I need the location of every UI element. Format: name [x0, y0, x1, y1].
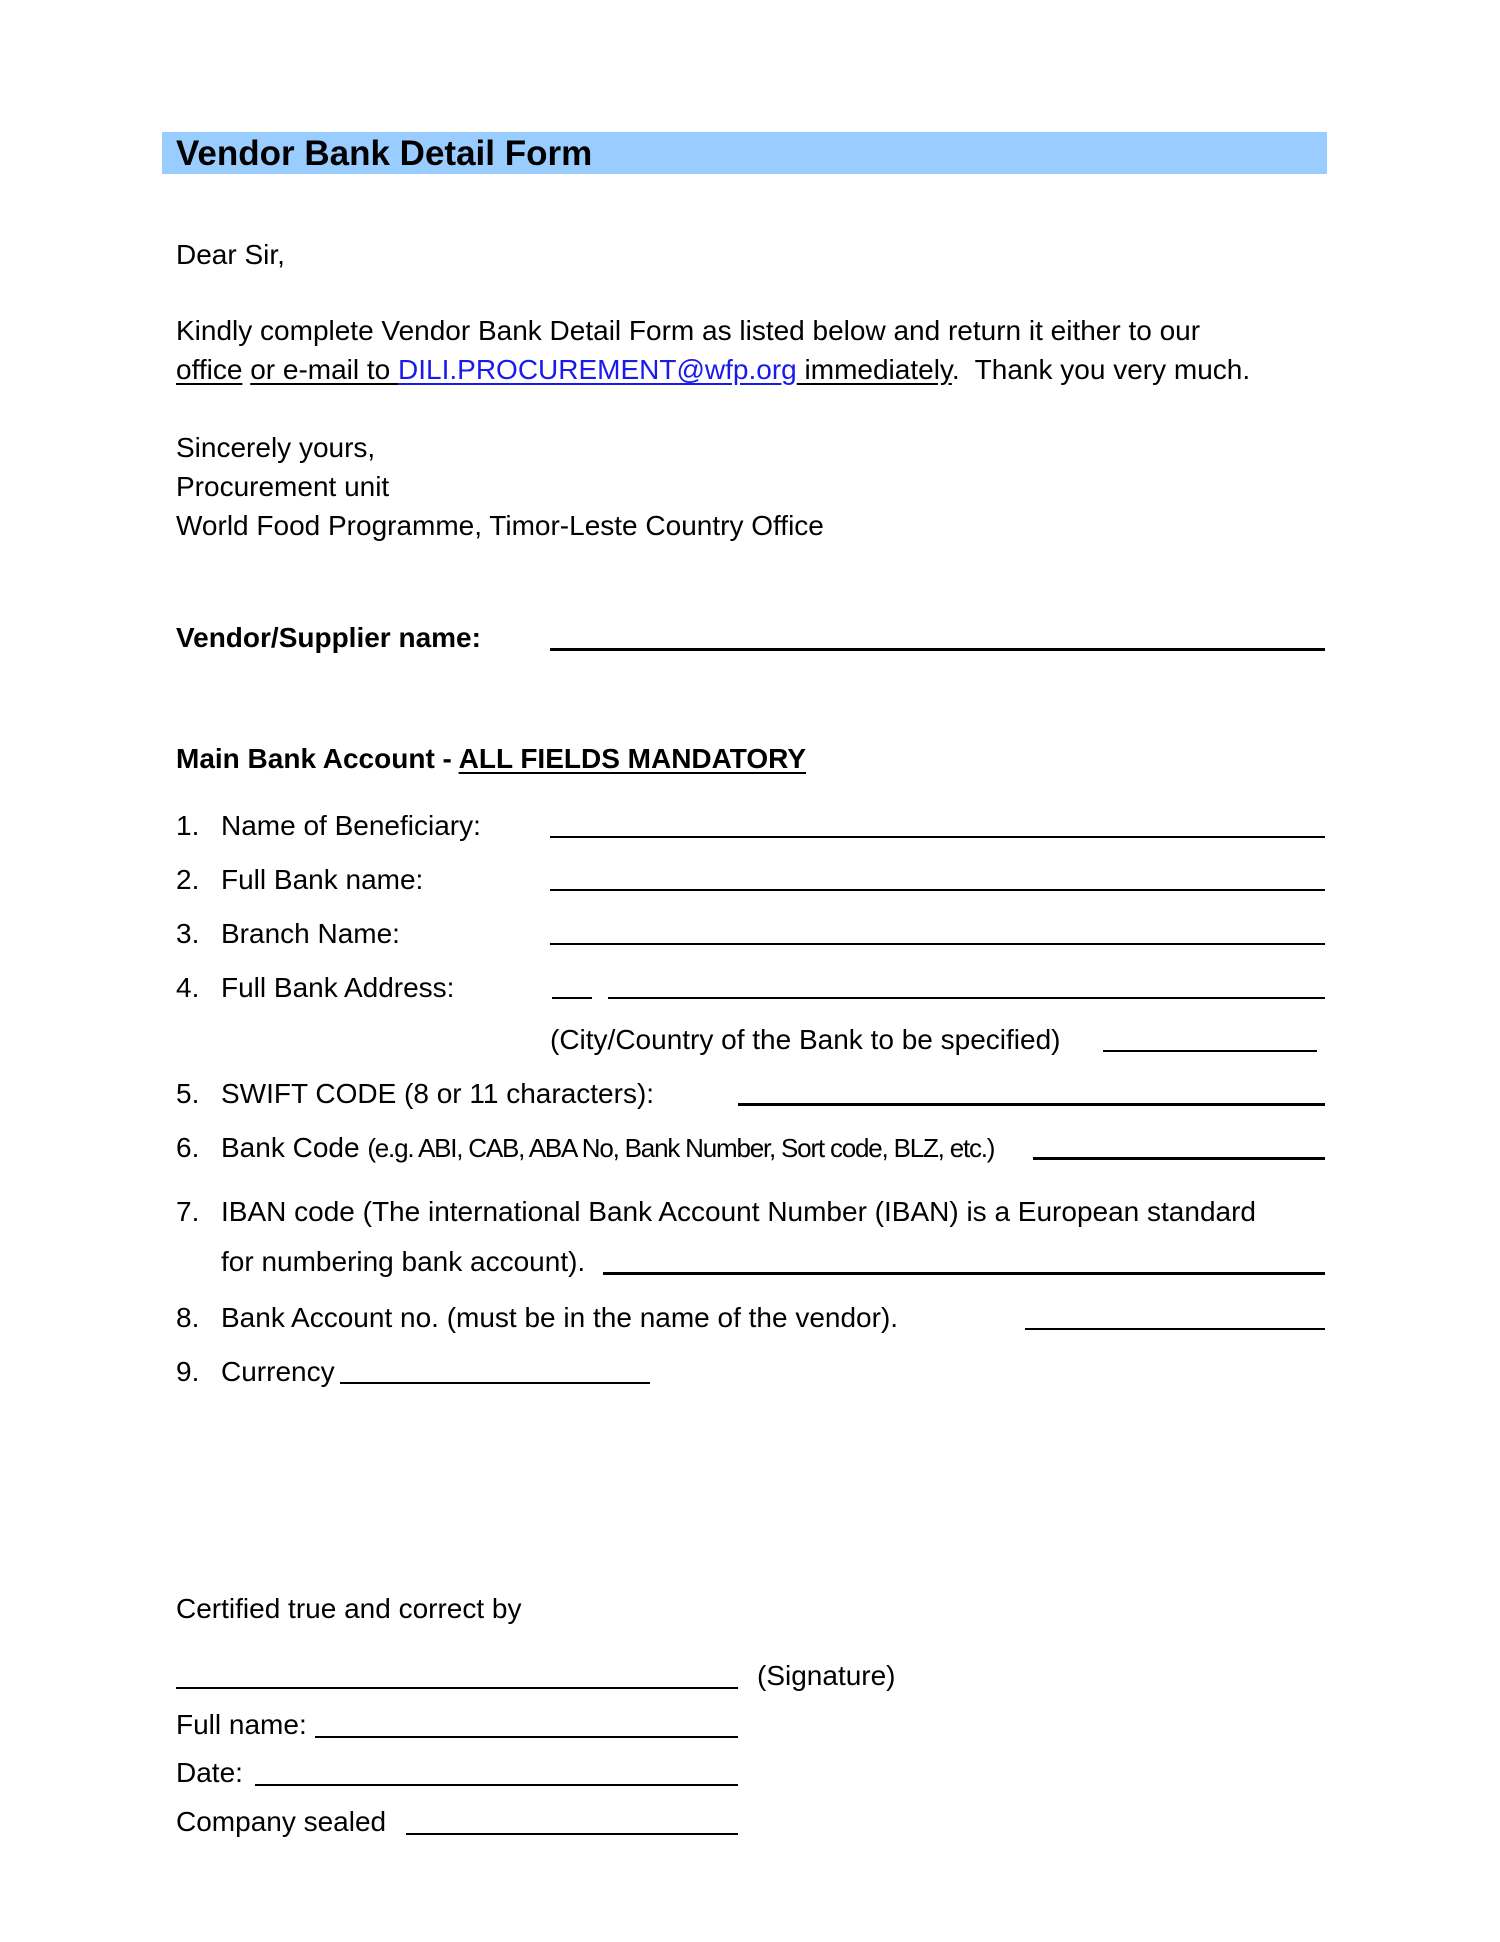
item-number: 5. [176, 1078, 200, 1109]
bank-address-label: Full Bank Address: [221, 972, 455, 1003]
or-email-text: or e-mail to [250, 354, 399, 385]
item-number: 3. [176, 918, 200, 949]
currency-field[interactable] [340, 1382, 650, 1384]
item-number: 6. [176, 1132, 200, 1163]
date-label: Date: [176, 1757, 243, 1788]
body-line-1: Kindly complete Vendor Bank Detail Form as listed below and return it either to our [176, 315, 1201, 346]
item-number: 8. [176, 1302, 200, 1333]
account-number-field[interactable] [1025, 1328, 1325, 1330]
iban-label-continued: for numbering bank account). [221, 1246, 586, 1277]
office-text: office [176, 354, 243, 385]
currency-label: Currency [221, 1356, 335, 1387]
bank-section-title-prefix: Main Bank Account - [176, 743, 459, 774]
branch-name-field[interactable] [550, 943, 1325, 945]
branch-name-label: Branch Name: [221, 918, 400, 949]
closing: Sincerely yours, [176, 432, 376, 463]
bank-code-label [221, 1131, 994, 1165]
bank-name-label: Full Bank name: [221, 864, 424, 895]
bank-section-title [176, 742, 806, 776]
iban-field[interactable] [603, 1272, 1325, 1275]
greeting: Dear Sir, [176, 239, 285, 270]
full-name-label: Full name: [176, 1709, 307, 1740]
bank-address-field-start[interactable] [552, 997, 592, 999]
item-number: 9. [176, 1356, 200, 1387]
city-country-label: (City/Country of the Bank to be specified) [550, 1024, 1061, 1055]
bank-name-field[interactable] [550, 889, 1325, 891]
full-name-field[interactable] [315, 1736, 738, 1738]
company-sealed-label: Company sealed [176, 1806, 387, 1837]
item-number: 1. [176, 810, 200, 841]
mandatory-notice: ALL FIELDS MANDATORY [458, 743, 807, 774]
immediately-text: immediately [796, 354, 952, 385]
body-line-2 [176, 353, 1250, 387]
company-sealed-field[interactable] [406, 1833, 738, 1835]
procurement-unit: Procurement unit [176, 471, 390, 502]
title-bar [162, 132, 1327, 174]
bank-code-hint: (e.g. ABI, CAB, ABA No, Bank Number, Sort code, BLZ, etc.) [367, 1133, 995, 1163]
item-number: 7. [176, 1196, 200, 1227]
bank-code-field[interactable] [1033, 1157, 1325, 1160]
item-number: 2. [176, 864, 200, 895]
swift-code-label: SWIFT CODE (8 or 11 characters): [221, 1078, 655, 1109]
organization: World Food Programme, Timor-Leste Country Office [176, 510, 824, 541]
vendor-name-field[interactable] [550, 648, 1325, 651]
vendor-name-label: Vendor/Supplier name: [176, 622, 481, 653]
iban-label: IBAN code (The international Bank Account Number (IBAN) is a European standard [221, 1196, 1256, 1227]
certification-title: Certified true and correct by [176, 1593, 522, 1624]
date-field[interactable] [255, 1784, 738, 1786]
thanks-text: . Thank you very much. [951, 354, 1251, 385]
swift-code-field[interactable] [738, 1103, 1325, 1106]
bank-address-field[interactable] [608, 997, 1325, 999]
signature-field[interactable] [176, 1687, 738, 1689]
account-number-label: Bank Account no. (must be in the name of the vendor). [221, 1302, 899, 1333]
email-link[interactable]: DILI.PROCUREMENT@wfp.org [398, 354, 797, 385]
beneficiary-label: Name of Beneficiary: [221, 810, 481, 841]
signature-label: (Signature) [757, 1660, 896, 1691]
bank-code-label-text: Bank Code [221, 1132, 360, 1163]
city-country-field[interactable] [1103, 1050, 1317, 1052]
page-title: Vendor Bank Detail Form [176, 134, 593, 173]
beneficiary-field[interactable] [550, 836, 1325, 838]
item-number: 4. [176, 972, 200, 1003]
